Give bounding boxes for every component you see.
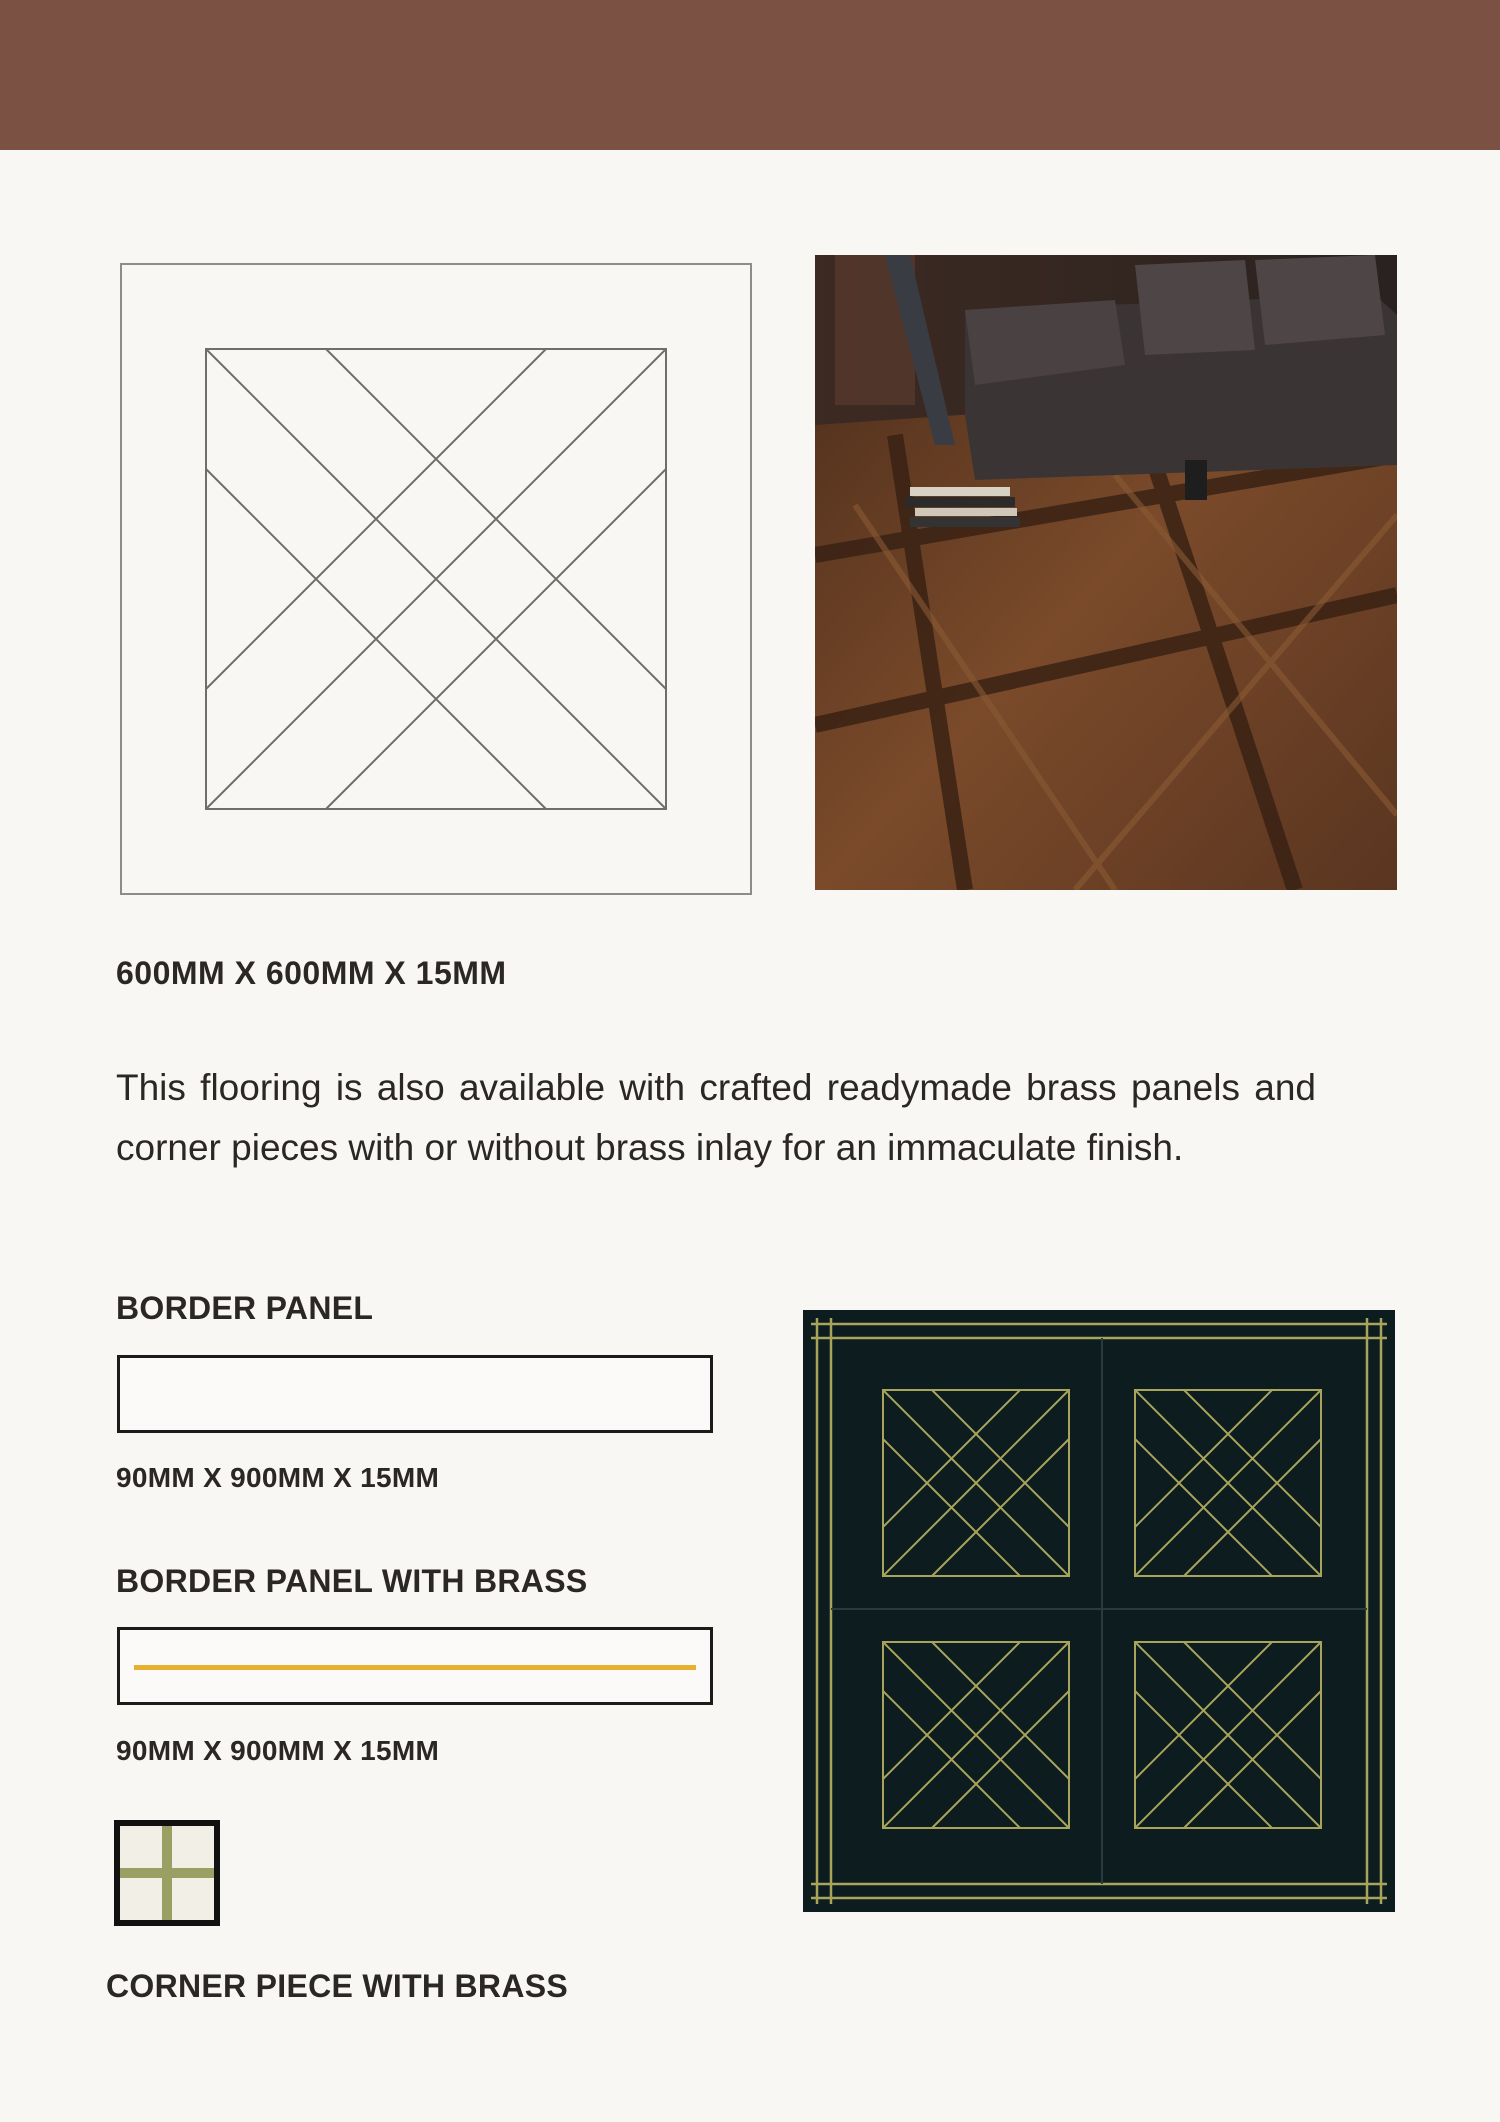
corner-piece-title: CORNER PIECE WITH BRASS xyxy=(106,1968,569,2004)
border-panel-brass-dimensions: 90MM X 900MM X 15MM xyxy=(116,1735,440,1766)
parquet-pattern-drawing xyxy=(120,263,752,895)
corner-piece-swatch xyxy=(114,1820,220,1926)
product-dimensions: 600MM X 600MM X 15MM xyxy=(116,955,507,991)
corner-brass-horizontal xyxy=(120,1868,214,1878)
room-floor-photo xyxy=(815,255,1397,890)
border-panel-brass-title: BORDER PANEL WITH BRASS xyxy=(116,1563,588,1599)
brass-inlay-panel-illustration xyxy=(803,1310,1395,1912)
brass-inlay-line xyxy=(134,1665,696,1670)
border-panel-dimensions: 90MM X 900MM X 15MM xyxy=(116,1462,440,1493)
border-panel-brass-swatch xyxy=(117,1627,713,1705)
border-panel-swatch xyxy=(117,1355,713,1433)
product-description: This flooring is also available with crafted readymade brass panels and corner pieces with or without brass inlay for an immaculate finish. xyxy=(116,1067,1316,1168)
header-band xyxy=(0,0,1500,150)
border-panel-title: BORDER PANEL xyxy=(116,1290,374,1326)
